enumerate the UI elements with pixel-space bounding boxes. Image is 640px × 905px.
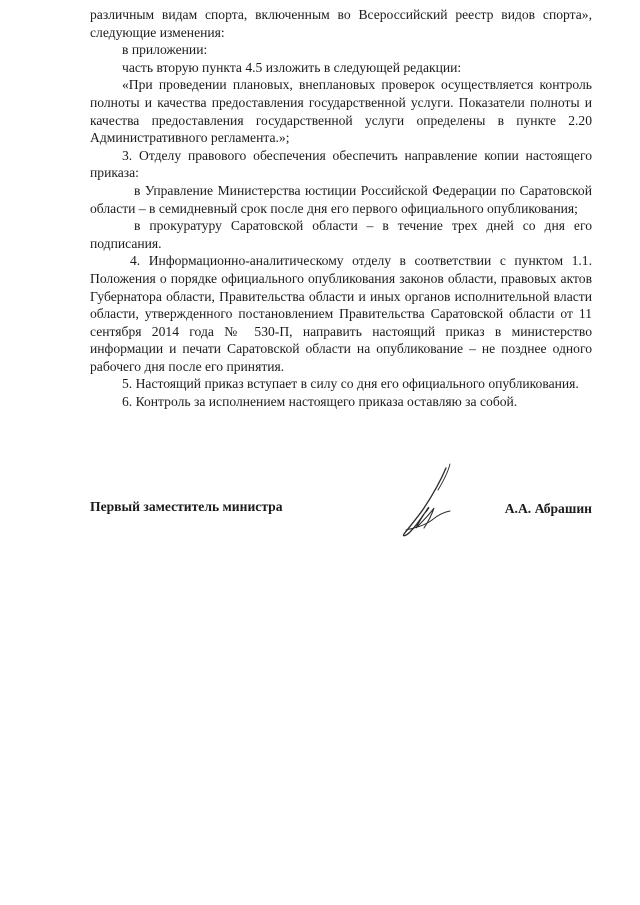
paragraph-justice-ministry: в Управление Министерства юстиции Российской Федерации по Саратовской области – в семидневный срок после дня его первого официального опубликования; [90,182,592,216]
signature-icon [388,462,468,542]
paragraph-item-4: 4. Информационно-аналитическому отделу в соответствии с пунктом 1.1. Положения о порядке официального опубликования законов области, правовых актов Губернатора области, Правительства области и иных органов исполнительной власти области, утвержденного постановлением Правительства Саратовской области от 11 сентября 2014 года № 530-П, направить настоящий приказ в министерство информации и печати Саратовской области на опубликование – не позднее одного рабочего дня после его принятия. [90,253,592,374]
paragraph-item-3: 3. Отделу правового обеспечения обеспечить направление копии настоящего приказа: [90,147,592,181]
paragraph-item-5: 5. Настоящий приказ вступает в силу со дня его официального опубликования. [122,376,579,392]
paragraph-intro: различным видам спорта, включенным во Всероссийский реестр видов спорта», следующие изменения: [90,7,592,40]
signer-name: А.А. Абрашин [504,501,592,516]
paragraph-annex: в приложении: [122,42,208,58]
signer-position: Первый заместитель министра [90,499,283,514]
paragraph-quoted-text: «При проведении плановых, внеплановых проверок осуществляется контроль полноты и качества предоставления государственной услуги. Показатели полноты и качества предоставления государственной услуги определены в пункте 2.20 Административного регламента.»; [90,77,592,146]
paragraph-item-6: 6. Контроль за исполнением настоящего приказа оставляю за собой. [122,394,518,410]
paragraph-prosecutor: в прокуратуру Саратовской области – в течение трех дней со дня его подписания. [90,218,592,251]
document-body [90,6,592,411]
paragraph-section-4-5: часть вторую пункта 4.5 изложить в следующей редакции: [122,59,462,75]
